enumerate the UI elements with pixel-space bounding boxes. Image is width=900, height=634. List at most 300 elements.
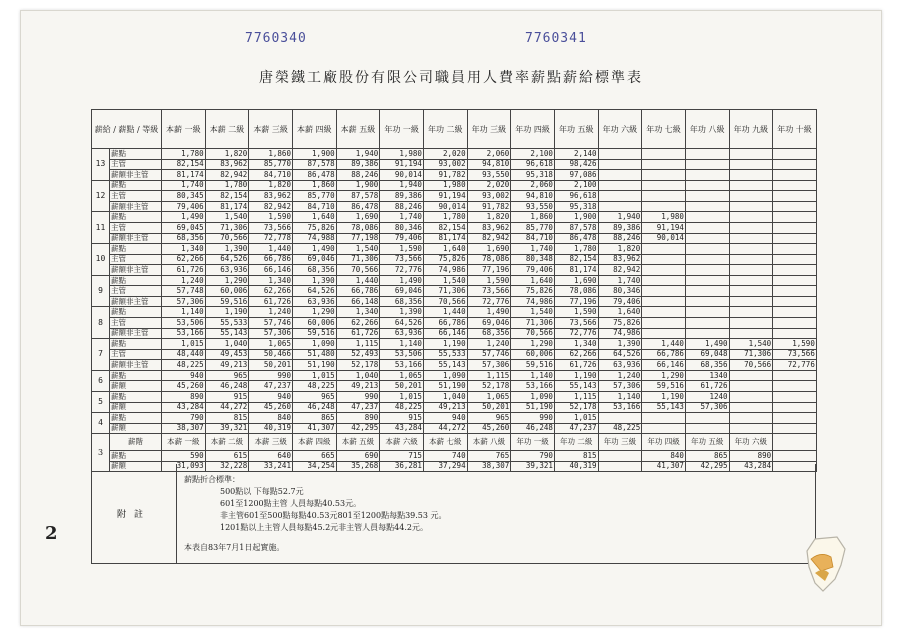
column-header: 年功 一級 [511, 434, 555, 451]
value-cell: 865 [292, 413, 336, 424]
value-cell: 1,490 [292, 244, 336, 255]
value-cell: 85,770 [249, 159, 293, 170]
value-cell: 38,307 [467, 461, 511, 472]
value-cell: 71,306 [205, 222, 249, 233]
row-label-cell: 薪點 [110, 339, 162, 350]
value-cell: 1,780 [423, 212, 467, 223]
value-cell: 1,015 [380, 391, 424, 402]
value-cell: 940 [249, 391, 293, 402]
value-cell: 42,295 [336, 423, 380, 434]
value-cell [773, 328, 817, 339]
value-cell: 80,346 [380, 222, 424, 233]
table-row [92, 212, 817, 223]
value-cell: 71,306 [511, 318, 555, 329]
value-cell [773, 222, 817, 233]
value-cell: 75,826 [292, 222, 336, 233]
value-cell: 50,201 [249, 360, 293, 371]
table-row [92, 170, 817, 181]
row-label-cell: 薪階 [110, 434, 162, 451]
value-cell [773, 413, 817, 424]
value-cell: 73,566 [554, 318, 598, 329]
value-cell: 66,786 [642, 349, 686, 360]
value-cell: 915 [205, 391, 249, 402]
value-cell [729, 170, 773, 181]
value-cell [729, 159, 773, 170]
value-cell [685, 233, 729, 244]
value-cell: 49,213 [336, 381, 380, 392]
value-cell: 66,148 [336, 296, 380, 307]
remarks-section [91, 464, 816, 564]
value-cell: 55,143 [554, 381, 598, 392]
value-cell: 43,284 [729, 461, 773, 472]
value-cell [729, 212, 773, 223]
value-cell [729, 191, 773, 202]
value-cell: 69,046 [380, 286, 424, 297]
value-cell: 66,786 [249, 254, 293, 265]
value-cell: 890 [162, 391, 206, 402]
row-label-cell: 主管 [110, 254, 162, 265]
row-label-cell: 薪額非主管 [110, 201, 162, 212]
value-cell: 2,100 [511, 149, 555, 160]
corner-header-cell: 薪給 / 薪點 / 等級 [92, 110, 162, 149]
value-cell [685, 159, 729, 170]
value-cell: 1,590 [380, 244, 424, 255]
value-cell: 45,260 [162, 381, 206, 392]
row-label-cell: 薪點 [110, 275, 162, 286]
value-cell: 1,780 [205, 180, 249, 191]
value-cell: 1,090 [292, 339, 336, 350]
value-cell: 79,406 [162, 201, 206, 212]
column-header: 本薪 六級 [380, 434, 424, 451]
value-cell [598, 159, 642, 170]
value-cell: 1,640 [423, 244, 467, 255]
note-line: 薪點折合標準： [184, 475, 240, 484]
value-cell: 43,284 [380, 423, 424, 434]
row-label-cell: 薪點 [110, 180, 162, 191]
value-cell: 72,776 [554, 328, 598, 339]
value-cell: 55,143 [642, 402, 686, 413]
value-cell: 59,516 [205, 296, 249, 307]
value-cell: 1,590 [467, 275, 511, 286]
value-cell: 91,194 [380, 159, 424, 170]
table-row [92, 402, 817, 413]
value-cell [773, 149, 817, 160]
value-cell: 59,516 [511, 360, 555, 371]
value-cell [685, 149, 729, 160]
value-cell: 55,533 [205, 318, 249, 329]
value-cell: 70,566 [423, 296, 467, 307]
serial-number-left: 7760340 [245, 31, 307, 46]
value-cell: 1,820 [249, 180, 293, 191]
table-row [92, 149, 817, 160]
table-row [92, 233, 817, 244]
row-label-cell: 薪點 [110, 391, 162, 402]
value-cell: 1,240 [467, 339, 511, 350]
row-label-cell: 薪額非主管 [110, 328, 162, 339]
value-cell: 75,826 [511, 286, 555, 297]
value-cell [642, 244, 686, 255]
table-row [92, 265, 817, 276]
value-cell: 1,690 [336, 212, 380, 223]
value-cell: 45,260 [249, 402, 293, 413]
value-cell [685, 191, 729, 202]
value-cell: 1,065 [249, 339, 293, 350]
map-logo-icon [801, 535, 851, 593]
value-cell: 80,346 [598, 286, 642, 297]
value-cell [598, 201, 642, 212]
table-row [92, 275, 817, 286]
value-cell: 1,090 [423, 370, 467, 381]
value-cell [642, 149, 686, 160]
value-cell [598, 170, 642, 181]
value-cell: 47,237 [554, 423, 598, 434]
note-line: 1201點以上主管人員每點45.2元非主管人員每點44.2元。 [220, 523, 428, 532]
column-header: 年功 十級 [773, 110, 817, 149]
value-cell: 840 [249, 413, 293, 424]
value-cell [685, 275, 729, 286]
value-cell: 1,590 [554, 307, 598, 318]
value-cell [598, 451, 642, 462]
value-cell: 91,194 [642, 222, 686, 233]
value-cell: 73,566 [467, 286, 511, 297]
value-cell: 890 [336, 413, 380, 424]
remarks-label: 附註 [92, 464, 177, 563]
value-cell: 88,246 [598, 233, 642, 244]
value-cell: 1,065 [467, 391, 511, 402]
row-label-cell: 薪點 [110, 307, 162, 318]
table-row [92, 339, 817, 350]
value-cell: 68,356 [467, 328, 511, 339]
value-cell: 57,746 [467, 349, 511, 360]
value-cell: 39,321 [511, 461, 555, 472]
value-cell: 1,015 [292, 370, 336, 381]
table-row [92, 159, 817, 170]
grade-rank-cell: 7 [92, 339, 110, 371]
value-cell: 84,710 [292, 201, 336, 212]
value-cell: 1,190 [642, 391, 686, 402]
value-cell [729, 180, 773, 191]
table-row [92, 370, 817, 381]
value-cell [773, 159, 817, 170]
value-cell: 62,266 [554, 349, 598, 360]
row-label-cell: 主管 [110, 222, 162, 233]
value-cell: 49,213 [423, 402, 467, 413]
value-cell [729, 370, 773, 381]
value-cell: 2,020 [467, 180, 511, 191]
value-cell: 1,140 [598, 391, 642, 402]
value-cell: 57,746 [249, 318, 293, 329]
row-label-cell: 薪額非主管 [110, 296, 162, 307]
value-cell: 74,986 [598, 328, 642, 339]
value-cell: 57,306 [249, 328, 293, 339]
row-label-cell: 薪額非主管 [110, 265, 162, 276]
value-cell: 1,540 [729, 339, 773, 350]
value-cell: 740 [423, 451, 467, 462]
value-cell: 63,936 [598, 360, 642, 371]
value-cell [685, 286, 729, 297]
value-cell [729, 286, 773, 297]
value-cell [685, 180, 729, 191]
value-cell: 64,526 [205, 254, 249, 265]
column-header: 年功 六級 [729, 434, 773, 451]
value-cell [642, 180, 686, 191]
value-cell: 37,294 [423, 461, 467, 472]
grade-rank-cell: 9 [92, 275, 110, 307]
value-cell [729, 201, 773, 212]
value-cell: 62,266 [336, 318, 380, 329]
value-cell: 91,782 [467, 201, 511, 212]
value-cell: 36,281 [380, 461, 424, 472]
value-cell: 79,406 [511, 265, 555, 276]
value-cell [685, 307, 729, 318]
value-cell: 1,980 [380, 149, 424, 160]
value-cell: 96,618 [554, 191, 598, 202]
value-cell: 1,140 [511, 370, 555, 381]
value-cell: 43,284 [162, 402, 206, 413]
value-cell: 83,962 [467, 222, 511, 233]
value-cell: 60,006 [511, 349, 555, 360]
value-cell: 46,248 [205, 381, 249, 392]
value-cell: 46,248 [292, 402, 336, 413]
table-row [92, 360, 817, 371]
value-cell [598, 413, 642, 424]
value-cell: 915 [380, 413, 424, 424]
document-page [20, 10, 882, 626]
value-cell [773, 180, 817, 191]
value-cell: 57,306 [162, 296, 206, 307]
value-cell: 1240 [685, 391, 729, 402]
table-row [92, 413, 817, 424]
value-cell: 82,942 [249, 201, 293, 212]
value-cell: 31,093 [162, 461, 206, 472]
table-row [92, 381, 817, 392]
note-line: 非主管601至500點每點40.53元801至1200點每點39.53 元。 [220, 511, 447, 520]
row-label-cell: 薪點 [110, 149, 162, 160]
remarks-body [184, 474, 447, 554]
value-cell: 86,478 [336, 201, 380, 212]
value-cell: 47,237 [336, 402, 380, 413]
value-cell [729, 265, 773, 276]
value-cell [729, 402, 773, 413]
value-cell: 815 [554, 451, 598, 462]
value-cell: 86,478 [554, 233, 598, 244]
value-cell [598, 191, 642, 202]
value-cell: 53,166 [380, 360, 424, 371]
value-cell: 68,356 [292, 265, 336, 276]
value-cell [773, 275, 817, 286]
value-cell [729, 296, 773, 307]
value-cell: 1,040 [205, 339, 249, 350]
value-cell: 40,319 [554, 461, 598, 472]
value-cell: 46,248 [511, 423, 555, 434]
value-cell: 52,493 [336, 349, 380, 360]
value-cell [729, 318, 773, 329]
value-cell [685, 318, 729, 329]
value-cell [642, 318, 686, 329]
value-cell [773, 391, 817, 402]
value-cell: 63,936 [205, 265, 249, 276]
value-cell: 91,194 [423, 191, 467, 202]
value-cell: 84,710 [511, 233, 555, 244]
value-cell: 90,014 [642, 233, 686, 244]
value-cell: 1,740 [598, 275, 642, 286]
value-cell [773, 201, 817, 212]
value-cell: 81,174 [162, 170, 206, 181]
value-cell: 51,190 [292, 360, 336, 371]
value-cell [773, 307, 817, 318]
table-row [92, 244, 817, 255]
grade-rank-cell: 8 [92, 307, 110, 339]
value-cell: 81,174 [423, 233, 467, 244]
value-cell [685, 222, 729, 233]
value-cell: 1,290 [205, 275, 249, 286]
column-header: 本薪 四級 [292, 110, 336, 149]
value-cell [729, 307, 773, 318]
value-cell: 1,190 [554, 370, 598, 381]
document-title: 唐榮鐵工廠股份有限公司職員用人費率薪點薪給標準表 [259, 70, 643, 86]
value-cell: 44,272 [205, 402, 249, 413]
value-cell [729, 423, 773, 434]
value-cell: 53,166 [598, 402, 642, 413]
value-cell: 1,900 [292, 149, 336, 160]
value-cell: 1,860 [249, 149, 293, 160]
value-cell: 990 [511, 413, 555, 424]
value-cell: 1,490 [162, 212, 206, 223]
table-row [92, 296, 817, 307]
value-cell: 45,260 [467, 423, 511, 434]
column-header: 年功 八級 [685, 110, 729, 149]
value-cell [685, 244, 729, 255]
column-header: 本薪 三級 [249, 110, 293, 149]
value-cell: 61,726 [336, 328, 380, 339]
value-cell: 72,778 [249, 233, 293, 244]
value-cell: 89,386 [380, 191, 424, 202]
value-cell: 69,046 [467, 318, 511, 329]
value-cell [773, 296, 817, 307]
value-cell: 64,526 [598, 349, 642, 360]
column-header: 本薪 一級 [162, 110, 206, 149]
value-cell: 53,506 [162, 318, 206, 329]
value-cell: 85,770 [511, 222, 555, 233]
value-cell: 61,726 [685, 381, 729, 392]
value-cell: 1,740 [380, 212, 424, 223]
value-cell: 72,776 [773, 360, 817, 371]
value-cell: 40,319 [249, 423, 293, 434]
value-cell: 49,453 [205, 349, 249, 360]
value-cell: 42,295 [685, 461, 729, 472]
value-cell: 95,318 [511, 170, 555, 181]
value-cell: 81,174 [554, 265, 598, 276]
value-cell: 940 [162, 370, 206, 381]
table-row [92, 328, 817, 339]
value-cell: 51,190 [511, 402, 555, 413]
value-cell: 78,086 [336, 222, 380, 233]
value-cell: 83,962 [205, 159, 249, 170]
row-label-cell: 薪額 [110, 423, 162, 434]
value-cell [729, 254, 773, 265]
value-cell: 1,490 [467, 307, 511, 318]
value-cell [642, 275, 686, 286]
value-cell [685, 423, 729, 434]
value-cell [685, 265, 729, 276]
value-cell [642, 265, 686, 276]
value-cell: 640 [249, 451, 293, 462]
table-row [92, 349, 817, 360]
value-cell: 71,306 [729, 349, 773, 360]
value-cell: 82,154 [554, 254, 598, 265]
table-row [92, 222, 817, 233]
value-cell: 1,040 [336, 370, 380, 381]
value-cell: 75,826 [423, 254, 467, 265]
value-cell: 80,345 [162, 191, 206, 202]
value-cell: 66,786 [336, 286, 380, 297]
value-cell: 83,962 [598, 254, 642, 265]
value-cell: 690 [336, 451, 380, 462]
column-header: 年功 一級 [380, 110, 424, 149]
value-cell [773, 286, 817, 297]
value-cell: 665 [292, 451, 336, 462]
row-label-cell: 薪點 [110, 212, 162, 223]
column-header: 本薪 五級 [336, 110, 380, 149]
value-cell: 51,480 [292, 349, 336, 360]
column-header: 年功 三級 [467, 110, 511, 149]
value-cell: 765 [467, 451, 511, 462]
value-cell: 82,942 [598, 265, 642, 276]
value-cell [729, 381, 773, 392]
value-cell: 1,140 [380, 339, 424, 350]
value-cell [685, 212, 729, 223]
column-header: 年功 九級 [729, 110, 773, 149]
value-cell: 71,306 [336, 254, 380, 265]
value-cell: 81,174 [205, 201, 249, 212]
value-cell [729, 233, 773, 244]
value-cell [598, 180, 642, 191]
value-cell: 1,115 [467, 370, 511, 381]
row-label-cell: 薪額非主管 [110, 360, 162, 371]
value-cell: 1,640 [598, 307, 642, 318]
table-row [92, 180, 817, 191]
row-label-cell: 主管 [110, 318, 162, 329]
grade-rank-cell: 13 [92, 149, 110, 181]
value-cell: 64,526 [380, 318, 424, 329]
value-cell: 1,900 [554, 212, 598, 223]
value-cell: 1,340 [554, 339, 598, 350]
column-header: 本薪 三級 [249, 434, 293, 451]
value-cell: 79,406 [380, 233, 424, 244]
value-cell: 69,045 [162, 222, 206, 233]
value-cell: 1,340 [336, 307, 380, 318]
value-cell: 1,040 [423, 391, 467, 402]
value-cell: 53,506 [380, 349, 424, 360]
value-cell [773, 451, 817, 462]
value-cell: 98,426 [554, 159, 598, 170]
value-cell: 91,782 [423, 170, 467, 181]
table-row [92, 423, 817, 434]
value-cell: 70,566 [336, 265, 380, 276]
value-cell: 1,440 [249, 244, 293, 255]
value-cell: 77,196 [467, 265, 511, 276]
value-cell: 66,786 [423, 318, 467, 329]
value-cell [773, 244, 817, 255]
value-cell: 2,140 [554, 149, 598, 160]
value-cell: 97,086 [554, 170, 598, 181]
value-cell: 53,166 [162, 328, 206, 339]
grade-rank-cell: 3 [92, 434, 110, 472]
value-cell: 965 [205, 370, 249, 381]
value-cell: 965 [292, 391, 336, 402]
value-cell: 66,146 [642, 360, 686, 371]
value-cell: 60,006 [292, 318, 336, 329]
